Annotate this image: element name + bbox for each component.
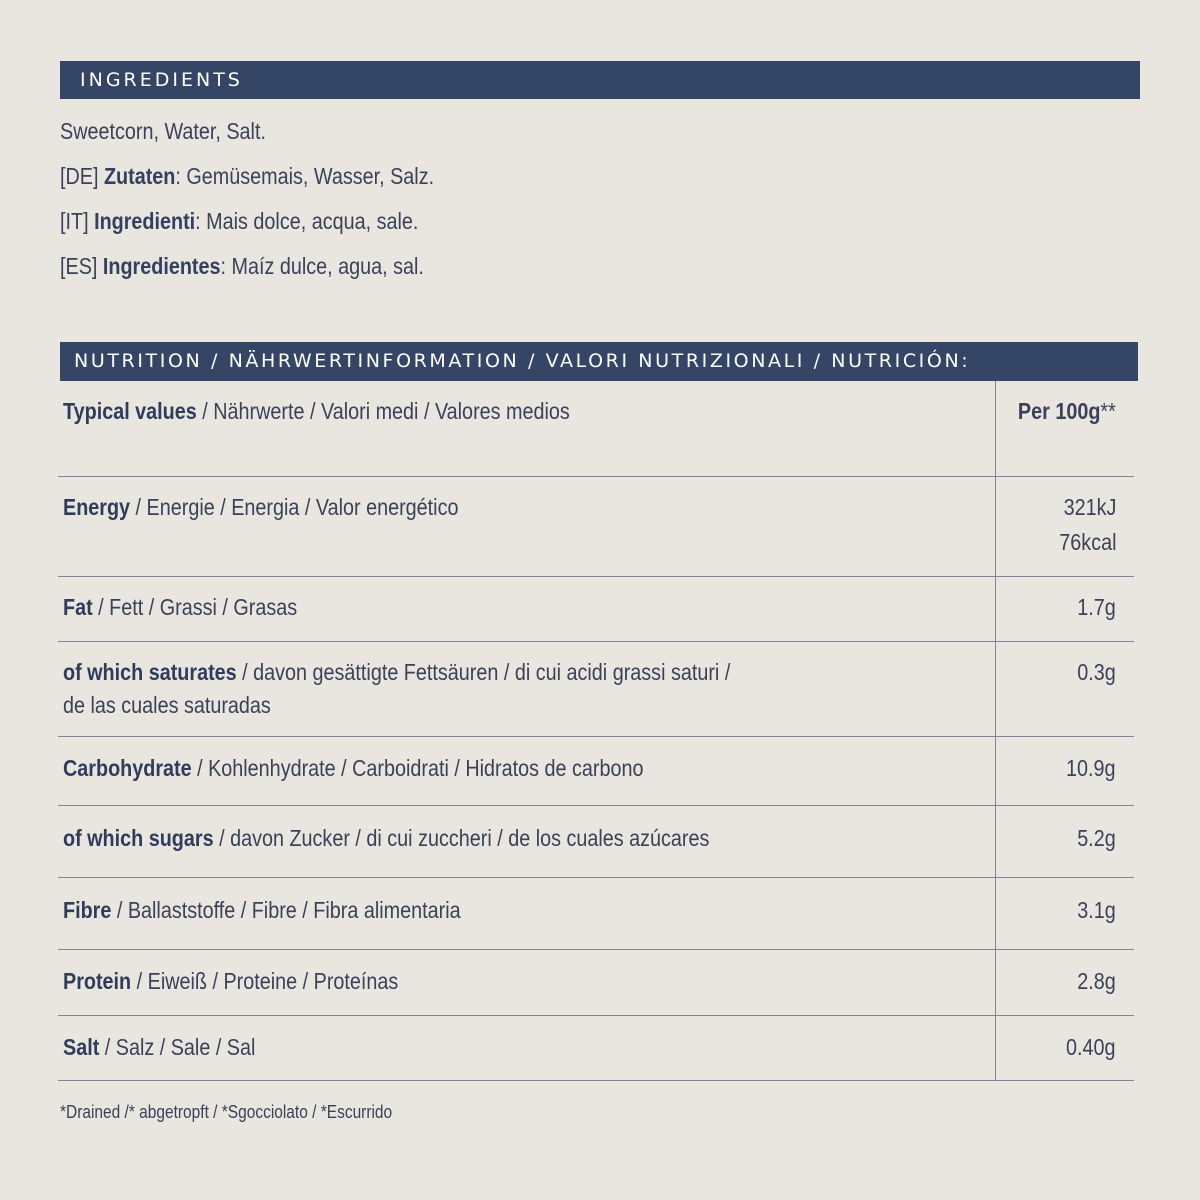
row-label: Carbohydrate / Kohlenhydrate / Carboidrati / Hidratos de carbono: [63, 755, 644, 781]
table-row-fibre: [58, 878, 1134, 950]
table-row-protein: [58, 950, 1134, 1016]
table-row-fat: [58, 577, 1134, 642]
table-header-row: [58, 381, 1134, 477]
column-divider: [995, 1016, 996, 1080]
column-divider: [995, 477, 996, 576]
column-divider: [995, 642, 996, 736]
footnote: *Drained /* abgetropft / *Sgocciolato / *Escurrido: [60, 1102, 393, 1122]
column-divider: [995, 381, 996, 476]
table-row-carbohydrate: [58, 737, 1134, 806]
per-100g-label: Per 100g**: [1018, 398, 1116, 424]
column-divider: [995, 577, 996, 641]
ingredients-header: INGREDIENTS: [60, 61, 1140, 99]
ingredients-line-es: [ES] Ingredientes: Maíz dulce, agua, sal.: [60, 253, 424, 279]
row-value: 2.8g: [1077, 968, 1116, 994]
table-row-energy: [58, 477, 1134, 577]
table-row-salt: [58, 1016, 1134, 1081]
row-label: Protein / Eiweiß / Proteine / Proteínas: [63, 968, 399, 994]
ingredients-line-de: [DE] Zutaten: Gemüsemais, Wasser, Salz.: [60, 163, 435, 189]
column-divider: [995, 806, 996, 877]
column-divider: [995, 737, 996, 805]
ingredients-line-it: [IT] Ingredienti: Mais dolce, acqua, sale.: [60, 208, 419, 234]
row-label: Fibre / Ballaststoffe / Fibre / Fibra alimentaria: [63, 897, 461, 923]
row-value: 0.40g: [1066, 1034, 1116, 1060]
row-value: 3.1g: [1077, 897, 1116, 923]
typical-values-label: Typical values / Nährwerte / Valori medi / Valores medios: [63, 398, 570, 424]
row-value: 5.2g: [1077, 825, 1116, 851]
ingredients-list: [60, 112, 495, 292]
row-value: 321kJ 76kcal: [1058, 494, 1116, 555]
column-divider: [995, 950, 996, 1015]
row-label: Fat / Fett / Grassi / Grasas: [63, 594, 298, 620]
ingredients-line-en: Sweetcorn, Water, Salt.: [60, 118, 266, 144]
table-row-sugars: [58, 806, 1134, 878]
row-label: Energy / Energie / Energia / Valor energético: [63, 494, 459, 520]
row-label: of which saturates / davon gesättigte Fettsäuren / di cui acidi grassi saturi / de las cuales saturadas: [63, 659, 731, 718]
row-value: 0.3g: [1077, 659, 1116, 685]
table-row-saturates: [58, 642, 1134, 737]
row-label: Salt / Salz / Sale / Sal: [63, 1034, 256, 1060]
nutrition-header: NUTRITION / NÄHRWERTINFORMATION / VALORI NUTRIZIONALI / NUTRICIÓN:: [60, 342, 1138, 381]
row-value: 10.9g: [1066, 755, 1116, 781]
row-value: 1.7g: [1077, 594, 1116, 620]
column-divider: [995, 878, 996, 949]
nutrition-table: [58, 381, 1134, 1081]
row-label: of which sugars / davon Zucker / di cui zuccheri / de los cuales azúcares: [63, 825, 710, 851]
